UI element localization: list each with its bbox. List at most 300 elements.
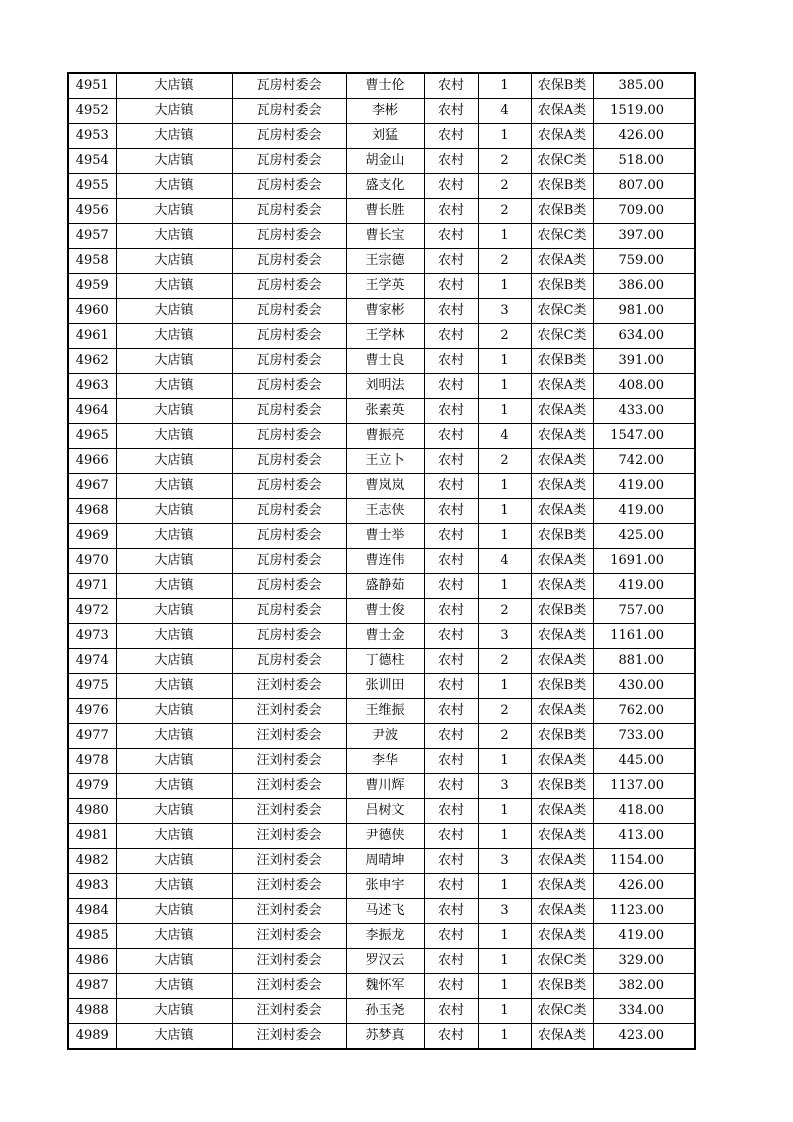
name-cell: 苏梦真 [346, 1024, 424, 1050]
insurance-category-cell: 农保C类 [531, 224, 593, 249]
insurance-category-cell: 农保C类 [531, 324, 593, 349]
village-committee-cell: 汪刘村委会 [232, 974, 346, 999]
village-committee-cell: 瓦房村委会 [232, 349, 346, 374]
row-number-cell: 4978 [68, 749, 116, 774]
name-cell: 曹士举 [346, 524, 424, 549]
amount-cell: 1691.00 [593, 549, 695, 574]
area-type-cell: 农村 [424, 324, 478, 349]
town-cell: 大店镇 [116, 874, 232, 899]
area-type-cell: 农村 [424, 299, 478, 324]
area-type-cell: 农村 [424, 749, 478, 774]
area-type-cell: 农村 [424, 799, 478, 824]
household-count-cell: 2 [478, 699, 531, 724]
insurance-category-cell: 农保A类 [531, 449, 593, 474]
insurance-category-cell: 农保A类 [531, 899, 593, 924]
row-number-cell: 4983 [68, 874, 116, 899]
table-row [68, 449, 695, 474]
name-cell: 王学林 [346, 324, 424, 349]
town-cell: 大店镇 [116, 374, 232, 399]
insurance-category-cell: 农保A类 [531, 399, 593, 424]
insurance-category-cell: 农保A类 [531, 624, 593, 649]
town-cell: 大店镇 [116, 574, 232, 599]
amount-cell: 762.00 [593, 699, 695, 724]
amount-cell: 334.00 [593, 999, 695, 1024]
village-committee-cell: 瓦房村委会 [232, 149, 346, 174]
town-cell: 大店镇 [116, 474, 232, 499]
village-committee-cell: 汪刘村委会 [232, 924, 346, 949]
village-committee-cell: 瓦房村委会 [232, 249, 346, 274]
table-row [68, 699, 695, 724]
amount-cell: 418.00 [593, 799, 695, 824]
amount-cell: 881.00 [593, 649, 695, 674]
town-cell: 大店镇 [116, 73, 232, 99]
amount-cell: 413.00 [593, 824, 695, 849]
amount-cell: 419.00 [593, 499, 695, 524]
amount-cell: 329.00 [593, 949, 695, 974]
village-committee-cell: 瓦房村委会 [232, 474, 346, 499]
table-row [68, 224, 695, 249]
amount-cell: 423.00 [593, 1024, 695, 1050]
row-number-cell: 4960 [68, 299, 116, 324]
row-number-cell: 4953 [68, 124, 116, 149]
town-cell: 大店镇 [116, 149, 232, 174]
town-cell: 大店镇 [116, 424, 232, 449]
household-count-cell: 1 [478, 999, 531, 1024]
table-row [68, 99, 695, 124]
insurance-category-cell: 农保A类 [531, 499, 593, 524]
town-cell: 大店镇 [116, 399, 232, 424]
row-number-cell: 4973 [68, 624, 116, 649]
table-row [68, 799, 695, 824]
area-type-cell: 农村 [424, 349, 478, 374]
village-committee-cell: 瓦房村委会 [232, 574, 346, 599]
name-cell: 张训田 [346, 674, 424, 699]
area-type-cell: 农村 [424, 699, 478, 724]
town-cell: 大店镇 [116, 249, 232, 274]
row-number-cell: 4956 [68, 199, 116, 224]
amount-cell: 757.00 [593, 599, 695, 624]
area-type-cell: 农村 [424, 649, 478, 674]
area-type-cell: 农村 [424, 574, 478, 599]
village-committee-cell: 瓦房村委会 [232, 449, 346, 474]
amount-cell: 391.00 [593, 349, 695, 374]
village-committee-cell: 汪刘村委会 [232, 674, 346, 699]
village-committee-cell: 瓦房村委会 [232, 424, 346, 449]
name-cell: 曹士俊 [346, 599, 424, 624]
records-table-body [68, 73, 695, 1049]
name-cell: 尹德侠 [346, 824, 424, 849]
area-type-cell: 农村 [424, 249, 478, 274]
town-cell: 大店镇 [116, 1024, 232, 1050]
household-count-cell: 2 [478, 649, 531, 674]
name-cell: 马述飞 [346, 899, 424, 924]
village-committee-cell: 瓦房村委会 [232, 499, 346, 524]
name-cell: 魏怀军 [346, 974, 424, 999]
table-row [68, 274, 695, 299]
amount-cell: 1161.00 [593, 624, 695, 649]
row-number-cell: 4964 [68, 399, 116, 424]
town-cell: 大店镇 [116, 124, 232, 149]
household-count-cell: 2 [478, 324, 531, 349]
table-row [68, 324, 695, 349]
name-cell: 刘猛 [346, 124, 424, 149]
table-row [68, 549, 695, 574]
amount-cell: 419.00 [593, 474, 695, 499]
table-row [68, 724, 695, 749]
table-row [68, 899, 695, 924]
amount-cell: 382.00 [593, 974, 695, 999]
name-cell: 曹家彬 [346, 299, 424, 324]
name-cell: 曹士伦 [346, 73, 424, 99]
household-count-cell: 1 [478, 374, 531, 399]
village-committee-cell: 汪刘村委会 [232, 999, 346, 1024]
town-cell: 大店镇 [116, 974, 232, 999]
table-row [68, 1024, 695, 1050]
insurance-category-cell: 农保A类 [531, 474, 593, 499]
area-type-cell: 农村 [424, 274, 478, 299]
table-row [68, 524, 695, 549]
area-type-cell: 农村 [424, 224, 478, 249]
household-count-cell: 4 [478, 549, 531, 574]
town-cell: 大店镇 [116, 274, 232, 299]
row-number-cell: 4984 [68, 899, 116, 924]
insurance-category-cell: 农保A类 [531, 799, 593, 824]
village-committee-cell: 瓦房村委会 [232, 224, 346, 249]
insurance-category-cell: 农保C类 [531, 999, 593, 1024]
amount-cell: 1154.00 [593, 849, 695, 874]
area-type-cell: 农村 [424, 949, 478, 974]
area-type-cell: 农村 [424, 449, 478, 474]
area-type-cell: 农村 [424, 849, 478, 874]
table-row [68, 849, 695, 874]
row-number-cell: 4985 [68, 924, 116, 949]
town-cell: 大店镇 [116, 449, 232, 474]
name-cell: 王宗德 [346, 249, 424, 274]
row-number-cell: 4971 [68, 574, 116, 599]
area-type-cell: 农村 [424, 374, 478, 399]
area-type-cell: 农村 [424, 999, 478, 1024]
table-row [68, 199, 695, 224]
household-count-cell: 1 [478, 73, 531, 99]
insurance-category-cell: 农保B类 [531, 774, 593, 799]
town-cell: 大店镇 [116, 724, 232, 749]
town-cell: 大店镇 [116, 649, 232, 674]
row-number-cell: 4966 [68, 449, 116, 474]
table-row [68, 599, 695, 624]
area-type-cell: 农村 [424, 524, 478, 549]
household-count-cell: 2 [478, 599, 531, 624]
insurance-category-cell: 农保A类 [531, 99, 593, 124]
town-cell: 大店镇 [116, 924, 232, 949]
town-cell: 大店镇 [116, 199, 232, 224]
insurance-category-cell: 农保A类 [531, 924, 593, 949]
row-number-cell: 4969 [68, 524, 116, 549]
row-number-cell: 4961 [68, 324, 116, 349]
household-count-cell: 3 [478, 624, 531, 649]
row-number-cell: 4959 [68, 274, 116, 299]
town-cell: 大店镇 [116, 749, 232, 774]
row-number-cell: 4982 [68, 849, 116, 874]
village-committee-cell: 瓦房村委会 [232, 199, 346, 224]
household-count-cell: 1 [478, 949, 531, 974]
row-number-cell: 4974 [68, 649, 116, 674]
amount-cell: 426.00 [593, 874, 695, 899]
household-count-cell: 2 [478, 724, 531, 749]
village-committee-cell: 汪刘村委会 [232, 774, 346, 799]
name-cell: 曹长宝 [346, 224, 424, 249]
town-cell: 大店镇 [116, 799, 232, 824]
household-count-cell: 4 [478, 99, 531, 124]
village-committee-cell: 汪刘村委会 [232, 824, 346, 849]
area-type-cell: 农村 [424, 199, 478, 224]
area-type-cell: 农村 [424, 899, 478, 924]
name-cell: 李彬 [346, 99, 424, 124]
row-number-cell: 4970 [68, 549, 116, 574]
village-committee-cell: 瓦房村委会 [232, 274, 346, 299]
table-row [68, 999, 695, 1024]
village-committee-cell: 瓦房村委会 [232, 124, 346, 149]
table-row [68, 649, 695, 674]
amount-cell: 1123.00 [593, 899, 695, 924]
name-cell: 王立卜 [346, 449, 424, 474]
household-count-cell: 3 [478, 899, 531, 924]
amount-cell: 425.00 [593, 524, 695, 549]
row-number-cell: 4972 [68, 599, 116, 624]
insurance-category-cell: 农保B类 [531, 674, 593, 699]
town-cell: 大店镇 [116, 499, 232, 524]
name-cell: 张申宇 [346, 874, 424, 899]
name-cell: 李振龙 [346, 924, 424, 949]
insurance-category-cell: 农保A类 [531, 549, 593, 574]
amount-cell: 419.00 [593, 574, 695, 599]
area-type-cell: 农村 [424, 924, 478, 949]
village-committee-cell: 瓦房村委会 [232, 549, 346, 574]
row-number-cell: 4976 [68, 699, 116, 724]
name-cell: 丁德柱 [346, 649, 424, 674]
household-count-cell: 1 [478, 674, 531, 699]
name-cell: 曹士金 [346, 624, 424, 649]
village-committee-cell: 瓦房村委会 [232, 174, 346, 199]
name-cell: 刘明法 [346, 374, 424, 399]
area-type-cell: 农村 [424, 549, 478, 574]
village-committee-cell: 汪刘村委会 [232, 749, 346, 774]
amount-cell: 419.00 [593, 924, 695, 949]
table-row [68, 924, 695, 949]
name-cell: 盛静茹 [346, 574, 424, 599]
insurance-category-cell: 农保A类 [531, 124, 593, 149]
area-type-cell: 农村 [424, 599, 478, 624]
table-row [68, 774, 695, 799]
village-committee-cell: 汪刘村委会 [232, 699, 346, 724]
village-committee-cell: 汪刘村委会 [232, 849, 346, 874]
household-count-cell: 4 [478, 424, 531, 449]
town-cell: 大店镇 [116, 549, 232, 574]
insurance-category-cell: 农保A类 [531, 874, 593, 899]
village-committee-cell: 汪刘村委会 [232, 1024, 346, 1050]
village-committee-cell: 瓦房村委会 [232, 99, 346, 124]
name-cell: 王维振 [346, 699, 424, 724]
name-cell: 曹川辉 [346, 774, 424, 799]
table-row [68, 749, 695, 774]
area-type-cell: 农村 [424, 774, 478, 799]
household-count-cell: 2 [478, 249, 531, 274]
household-count-cell: 1 [478, 749, 531, 774]
area-type-cell: 农村 [424, 824, 478, 849]
town-cell: 大店镇 [116, 524, 232, 549]
area-type-cell: 农村 [424, 499, 478, 524]
row-number-cell: 4965 [68, 424, 116, 449]
area-type-cell: 农村 [424, 99, 478, 124]
town-cell: 大店镇 [116, 774, 232, 799]
area-type-cell: 农村 [424, 874, 478, 899]
amount-cell: 742.00 [593, 449, 695, 474]
household-count-cell: 1 [478, 574, 531, 599]
name-cell: 王学英 [346, 274, 424, 299]
name-cell: 吕树文 [346, 799, 424, 824]
name-cell: 周晴坤 [346, 849, 424, 874]
row-number-cell: 4955 [68, 174, 116, 199]
household-count-cell: 1 [478, 524, 531, 549]
table-row [68, 974, 695, 999]
village-committee-cell: 瓦房村委会 [232, 324, 346, 349]
insurance-category-cell: 农保A类 [531, 824, 593, 849]
name-cell: 孙玉尧 [346, 999, 424, 1024]
household-count-cell: 2 [478, 199, 531, 224]
insurance-category-cell: 农保A类 [531, 249, 593, 274]
village-committee-cell: 瓦房村委会 [232, 299, 346, 324]
table-row [68, 399, 695, 424]
household-count-cell: 1 [478, 224, 531, 249]
name-cell: 尹波 [346, 724, 424, 749]
records-sheet [67, 72, 694, 1050]
town-cell: 大店镇 [116, 949, 232, 974]
name-cell: 罗汉云 [346, 949, 424, 974]
table-row [68, 349, 695, 374]
area-type-cell: 农村 [424, 424, 478, 449]
table-row [68, 874, 695, 899]
insurance-category-cell: 农保B类 [531, 73, 593, 99]
insurance-category-cell: 农保B类 [531, 174, 593, 199]
insurance-category-cell: 农保B类 [531, 199, 593, 224]
insurance-category-cell: 农保C类 [531, 149, 593, 174]
amount-cell: 733.00 [593, 724, 695, 749]
amount-cell: 385.00 [593, 73, 695, 99]
town-cell: 大店镇 [116, 674, 232, 699]
row-number-cell: 4951 [68, 73, 116, 99]
table-row [68, 824, 695, 849]
area-type-cell: 农村 [424, 474, 478, 499]
name-cell: 盛支化 [346, 174, 424, 199]
name-cell: 曹长胜 [346, 199, 424, 224]
amount-cell: 426.00 [593, 124, 695, 149]
town-cell: 大店镇 [116, 699, 232, 724]
amount-cell: 807.00 [593, 174, 695, 199]
row-number-cell: 4952 [68, 99, 116, 124]
table-row [68, 149, 695, 174]
area-type-cell: 农村 [424, 124, 478, 149]
amount-cell: 433.00 [593, 399, 695, 424]
area-type-cell: 农村 [424, 724, 478, 749]
name-cell: 曹士良 [346, 349, 424, 374]
table-row [68, 949, 695, 974]
household-count-cell: 2 [478, 449, 531, 474]
row-number-cell: 4967 [68, 474, 116, 499]
village-committee-cell: 瓦房村委会 [232, 73, 346, 99]
table-row [68, 249, 695, 274]
area-type-cell: 农村 [424, 674, 478, 699]
insurance-category-cell: 农保C类 [531, 949, 593, 974]
table-row [68, 674, 695, 699]
town-cell: 大店镇 [116, 599, 232, 624]
name-cell: 曹振亮 [346, 424, 424, 449]
household-count-cell: 1 [478, 799, 531, 824]
household-count-cell: 2 [478, 149, 531, 174]
insurance-category-cell: 农保A类 [531, 849, 593, 874]
amount-cell: 981.00 [593, 299, 695, 324]
insurance-category-cell: 农保A类 [531, 1024, 593, 1050]
amount-cell: 386.00 [593, 274, 695, 299]
table-row [68, 374, 695, 399]
table-row [68, 299, 695, 324]
household-count-cell: 1 [478, 349, 531, 374]
area-type-cell: 农村 [424, 174, 478, 199]
town-cell: 大店镇 [116, 299, 232, 324]
household-count-cell: 1 [478, 824, 531, 849]
row-number-cell: 4981 [68, 824, 116, 849]
town-cell: 大店镇 [116, 174, 232, 199]
household-count-cell: 1 [478, 874, 531, 899]
row-number-cell: 4987 [68, 974, 116, 999]
household-count-cell: 2 [478, 174, 531, 199]
amount-cell: 518.00 [593, 149, 695, 174]
town-cell: 大店镇 [116, 624, 232, 649]
row-number-cell: 4954 [68, 149, 116, 174]
insurance-category-cell: 农保B类 [531, 974, 593, 999]
amount-cell: 445.00 [593, 749, 695, 774]
town-cell: 大店镇 [116, 999, 232, 1024]
name-cell: 胡金山 [346, 149, 424, 174]
area-type-cell: 农村 [424, 73, 478, 99]
village-committee-cell: 瓦房村委会 [232, 374, 346, 399]
village-committee-cell: 汪刘村委会 [232, 724, 346, 749]
town-cell: 大店镇 [116, 849, 232, 874]
town-cell: 大店镇 [116, 99, 232, 124]
household-count-cell: 1 [478, 924, 531, 949]
table-row [68, 499, 695, 524]
household-count-cell: 3 [478, 299, 531, 324]
village-committee-cell: 瓦房村委会 [232, 524, 346, 549]
table-row [68, 474, 695, 499]
village-committee-cell: 瓦房村委会 [232, 624, 346, 649]
records-table [67, 72, 696, 1050]
insurance-category-cell: 农保A类 [531, 749, 593, 774]
area-type-cell: 农村 [424, 149, 478, 174]
household-count-cell: 1 [478, 274, 531, 299]
insurance-category-cell: 农保A类 [531, 424, 593, 449]
insurance-category-cell: 农保B类 [531, 349, 593, 374]
area-type-cell: 农村 [424, 974, 478, 999]
row-number-cell: 4980 [68, 799, 116, 824]
amount-cell: 1547.00 [593, 424, 695, 449]
amount-cell: 408.00 [593, 374, 695, 399]
village-committee-cell: 汪刘村委会 [232, 874, 346, 899]
row-number-cell: 4989 [68, 1024, 116, 1050]
household-count-cell: 1 [478, 1024, 531, 1050]
area-type-cell: 农村 [424, 399, 478, 424]
table-row [68, 574, 695, 599]
village-committee-cell: 汪刘村委会 [232, 949, 346, 974]
table-row [68, 124, 695, 149]
